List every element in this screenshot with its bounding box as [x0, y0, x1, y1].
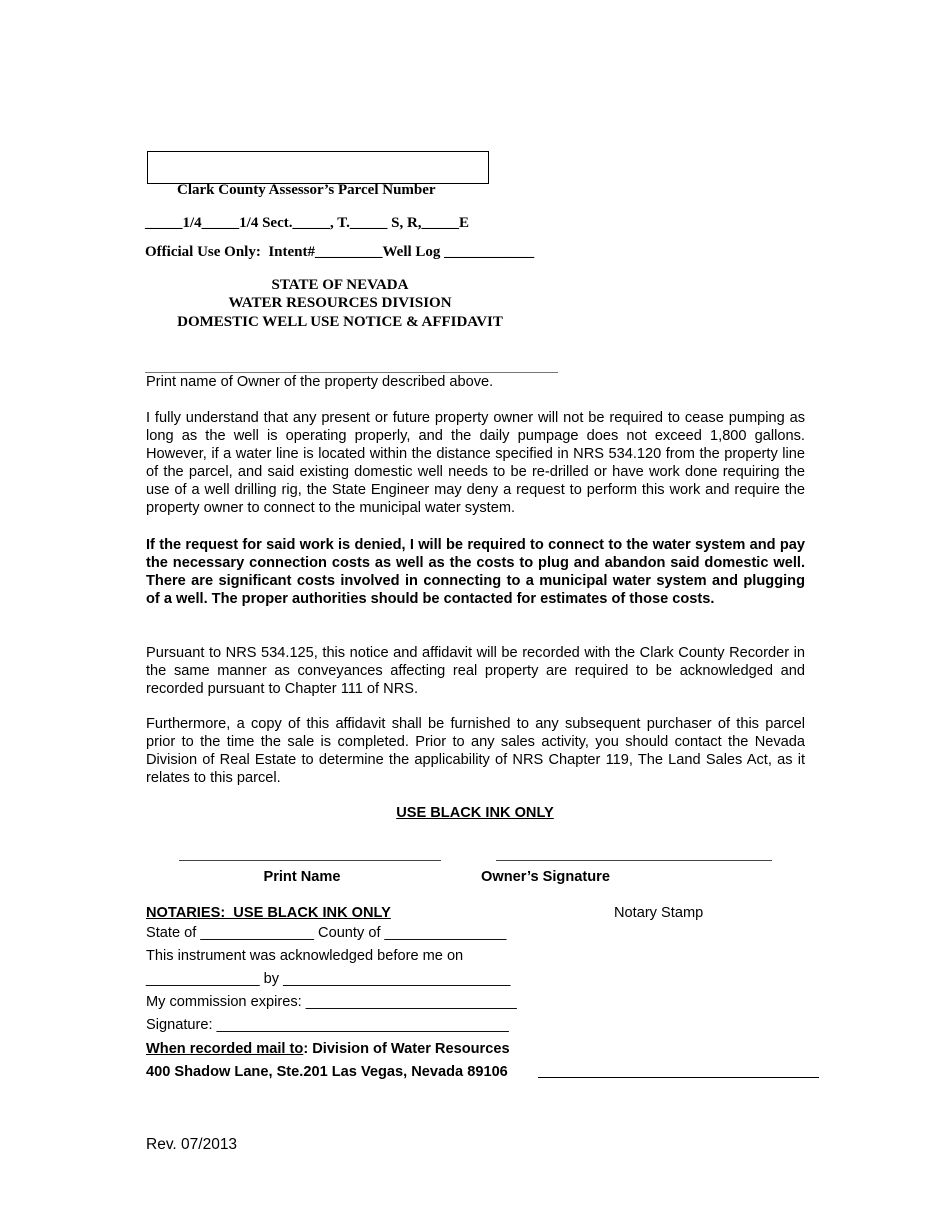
paragraph-recording: Pursuant to NRS 534.125, this notice and affidavit will be recorded with the Clark County Recorder in the same manner as conveyances affecting real property are required to be acknowledged and recorded pursuant to Chapter 111 of NRS.: [146, 645, 805, 698]
black-ink-notice: USE BLACK INK ONLY: [396, 805, 554, 821]
acknowledgment-text: This instrument was acknowledged before me on: [146, 948, 464, 964]
state-heading: STATE OF NEVADA: [271, 277, 409, 293]
notary-signature-line[interactable]: Signature: ____________________________________: [146, 1017, 509, 1033]
form-title: DOMESTIC WELL USE NOTICE & AFFIDAVIT: [177, 314, 503, 330]
paragraph-understanding: I fully understand that any present or future property owner will not be required to cease pumping as long as the well is operating properly, and the daily pumpage does not exceed 1,800 gallons. However, if a water line is located within the distance specified in NRS 534.120 from the property line of the parcel, and said existing domestic well needs to be re-drilled or have work done requiring the use of a well drilling rig, the State Engineer may deny a request to perform this work and require the property owner to connect to the municipal water system.: [146, 410, 805, 517]
mail-to-line: [146, 1041, 510, 1057]
paragraph-denial-costs: If the request for said work is denied, I will be required to connect to the water system and pay the necessary connection costs as well as the costs to plug and abandon said domestic well. There are significant costs involved in connecting to a municipal water system and plugging of a well. The proper authorities should be contacted for estimates of those costs.: [146, 537, 805, 608]
mail-recipient: : Division of Water Resources: [303, 1041, 510, 1057]
parcel-number-label: Clark County Assessor’s Parcel Number: [177, 182, 436, 198]
owner-signature-field[interactable]: [496, 860, 772, 861]
official-use-line: Official Use Only: Intent#_________Well Log ____________: [145, 244, 535, 260]
print-name-field[interactable]: [179, 860, 441, 861]
print-name-label: Print Name: [263, 869, 341, 885]
section-township-range-line[interactable]: _____1/4_____1/4 Sect._____, T._____ S, R,_____E: [145, 215, 470, 231]
owner-signature-label: Owner’s Signature: [481, 869, 610, 885]
mail-address: 400 Shadow Lane, Ste.201 Las Vegas, Nevada 89106: [146, 1064, 508, 1080]
revision-date: Rev. 07/2013: [146, 1136, 238, 1153]
commission-expires-line[interactable]: My commission expires: __________________________: [146, 994, 517, 1010]
owner-name-field[interactable]: [145, 372, 558, 373]
address-signature-field[interactable]: [538, 1077, 819, 1078]
mail-to-label: When recorded mail to: [146, 1041, 304, 1057]
notaries-heading: NOTARIES: USE BLACK INK ONLY: [146, 905, 391, 921]
parcel-number-field[interactable]: [147, 151, 489, 184]
acknowledgment-date-by-line[interactable]: ______________ by ____________________________: [146, 971, 511, 987]
paragraph-purchaser: Furthermore, a copy of this affidavit shall be furnished to any subsequent purchaser of this parcel prior to the time the sale is completed. Prior to any sales activity, you should contact the Nevada Division of Real Estate to determine the applicability of NRS Chapter 119, The Land Sales Act, as it relates to this parcel.: [146, 716, 805, 787]
notary-stamp-label: Notary Stamp: [614, 905, 704, 921]
owner-name-label: Print name of Owner of the property described above.: [146, 374, 494, 390]
division-heading: WATER RESOURCES DIVISION: [228, 295, 452, 311]
state-county-line[interactable]: State of ______________ County of _______________: [146, 925, 507, 941]
